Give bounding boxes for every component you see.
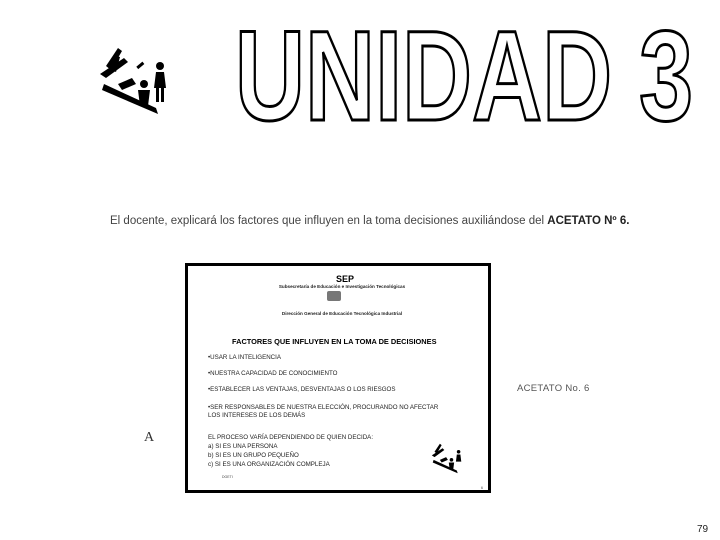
instruction-body: El docente, explicará los factores que influyen en la toma decisiones auxiliándose del [110, 215, 548, 227]
slide-item: a) SI ES UNA PERSONA [208, 443, 278, 450]
instruction-emphasis: ACETATO Nº 6. [547, 215, 630, 227]
acetato-slide [185, 263, 491, 493]
unit-title [214, 8, 714, 138]
slide-footer: DGETI [222, 475, 233, 479]
slide-item: •SER RESPONSABLES DE NUESTRA ELECCIÓN, PROCURANDO NO AFECTAR [208, 404, 439, 411]
slide-item: b) SI ES UN GRUPO PEQUEÑO [208, 452, 299, 459]
slide-item: c) SI ES UNA ORGANIZACIÓN COMPLEJA [208, 461, 330, 468]
slide-subsecretaria: Subsecretaría de Educación e Investigación Tecnológicas [278, 284, 406, 289]
slide-item: EL PROCESO VARÍA DEPENDIENDO DE QUIEN DECIDA: [208, 434, 374, 441]
crest-icon [327, 291, 341, 301]
slide-item: •ESTABLECER LAS VENTAJAS, DESVENTAJAS O LOS RIESGOS [208, 386, 396, 393]
side-letter: A [144, 430, 155, 445]
instruction-text [110, 215, 710, 227]
slide-item: LOS INTERESES DE LOS DEMÁS [208, 412, 306, 419]
slide-direccion: Dirección General de Educación Tecnológica Industrial [281, 311, 403, 316]
unit-title-text: UNIDAD 3 [235, 8, 693, 138]
slide-pictogram-icon [426, 442, 468, 475]
decision-pictogram-icon [98, 44, 170, 118]
slide-item: •USAR LA INTELIGENCIA [208, 354, 281, 361]
acetato-label: ACETATO No. 6 [517, 383, 590, 394]
slide-agency: SEP [336, 274, 355, 284]
slide-page-number: 6 [481, 486, 483, 490]
slide-heading: FACTORES QUE INFLUYEN EN LA TOMA DE DECISIONES [232, 337, 437, 346]
page-number: 79 [697, 524, 709, 535]
slide-item: •NUESTRA CAPACIDAD DE CONOCIMIENTO [208, 370, 338, 377]
